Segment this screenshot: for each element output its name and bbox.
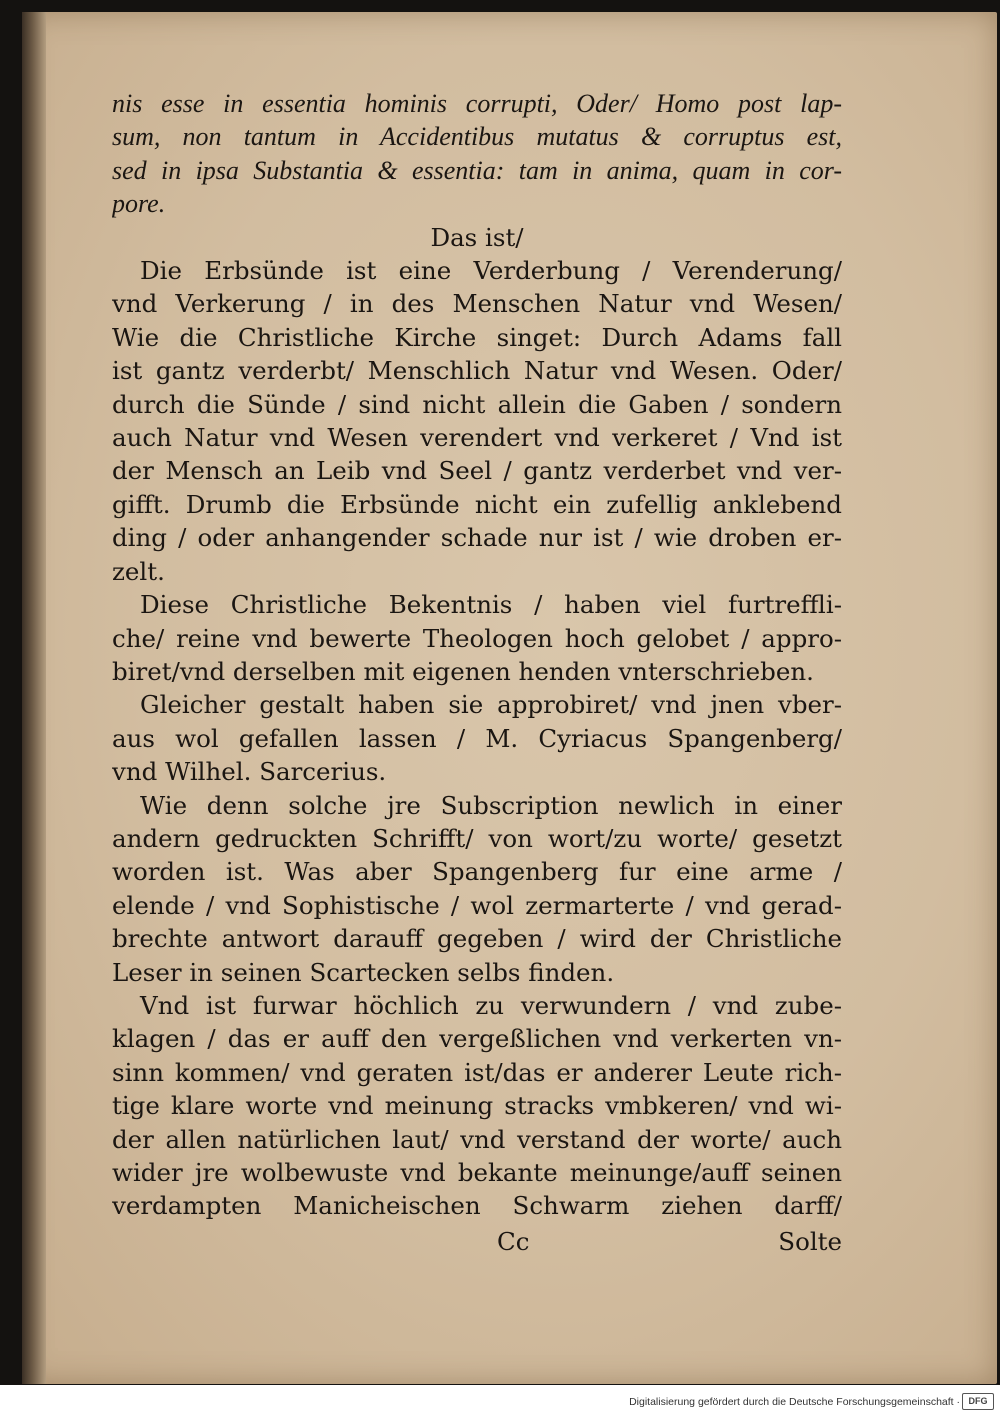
text-line: Gleicher gestalt haben sie approbiret/ vnd jnen vber- (140, 690, 842, 720)
text-line: auch Natur vnd Wesen verendert vnd verkeret / Vnd ist (112, 423, 842, 453)
text-line: sed in ipsa Substantia & essentia: tam in anima, quam in cor- (112, 155, 842, 185)
text-line: sinn kommen/ vnd geraten ist/das er anderer Leute rich- (112, 1057, 842, 1087)
text-line: verdampten Manicheischen Schwarm ziehen darff/ (112, 1191, 842, 1221)
catchword: Solte (778, 1226, 842, 1256)
text-line: vnd Wilhel. Sarcerius. (112, 757, 387, 787)
text-line: brechte antwort darauff gegeben / wird der Christliche (112, 924, 842, 954)
text-line: Diese Christliche Bekentnis / haben viel furtreffli- (140, 590, 842, 620)
dfg-logo: DFG (962, 1393, 994, 1410)
text-lines (112, 87, 842, 1223)
text-line: Wie die Christliche Kirche singet: Durch Adams fall (112, 322, 842, 352)
text-line: pore. (112, 189, 166, 219)
text-line: vnd Verkerung / in des Menschen Natur vnd Wesen/ (112, 289, 842, 319)
text-line: andern gedruckten Schrifft/ von wort/zu worte/ gesetzt (112, 823, 842, 853)
signature-mark: Cc (497, 1226, 530, 1256)
funding-credit: Digitalisierung gefördert durch die Deutsche Forschungsgemeinschaft · (629, 1396, 960, 1408)
page-text-block (112, 87, 842, 1265)
text-line: aus wol gefallen lassen / M. Cyriacus Spangenberg/ (112, 723, 842, 753)
text-line: che/ reine vnd bewerte Theologen hoch gelobet / appro- (112, 623, 842, 653)
text-line: Das ist/ (430, 222, 524, 252)
text-line: der Mensch an Leib vnd Seel / gantz verderbet vnd ver- (112, 456, 842, 486)
text-line: der allen natürlichen laut/ vnd verstand der worte/ auch (112, 1124, 842, 1154)
text-line: durch die Sünde / sind nicht allein die Gaben / sondern (112, 389, 842, 419)
book-page (22, 12, 997, 1384)
text-line: ding / oder anhangender schade nur ist / wie droben er- (112, 523, 842, 553)
text-line: nis esse in essentia hominis corrupti, Oder/ Homo post lap- (112, 89, 842, 118)
text-line: sum, non tantum in Accidentibus mutatus & corruptus est, (112, 122, 842, 152)
text-line: worden ist. Was aber Spangenberg fur eine arme / (112, 857, 842, 887)
text-line: Leser in seinen Scartecken selbs finden. (112, 957, 615, 987)
text-line: Wie denn solche jre Subscription newlich in einer (140, 790, 842, 820)
text-line: ist gantz verderbt/ Menschlich Natur vnd Wesen. Oder/ (112, 356, 842, 386)
text-line: biret/vnd derselben mit eigenen henden vnterschrieben. (112, 656, 814, 686)
text-line: klagen / das er auff den vergeßlichen vnd verkerten vn- (112, 1024, 842, 1054)
book-spine-shadow (22, 12, 46, 1384)
page-footer-line (112, 1225, 842, 1265)
digitization-footer (0, 1385, 1000, 1415)
text-line: Die Erbsünde ist eine Verderbung / Verenderung/ (140, 256, 842, 286)
text-line: Vnd ist furwar höchlich zu verwundern / vnd zube- (140, 990, 842, 1020)
text-line: gifft. Drumb die Erbsünde nicht ein zufellig anklebend (112, 489, 842, 519)
text-line: elende / vnd Sophistische / wol zermarterte / vnd gerad- (112, 890, 842, 920)
text-line: zelt. (112, 556, 165, 586)
text-line: wider jre wolbewuste vnd bekante meinunge/auff seinen (112, 1158, 842, 1187)
text-line: tige klare worte vnd meinung stracks vmbkeren/ vnd wi- (112, 1091, 842, 1121)
